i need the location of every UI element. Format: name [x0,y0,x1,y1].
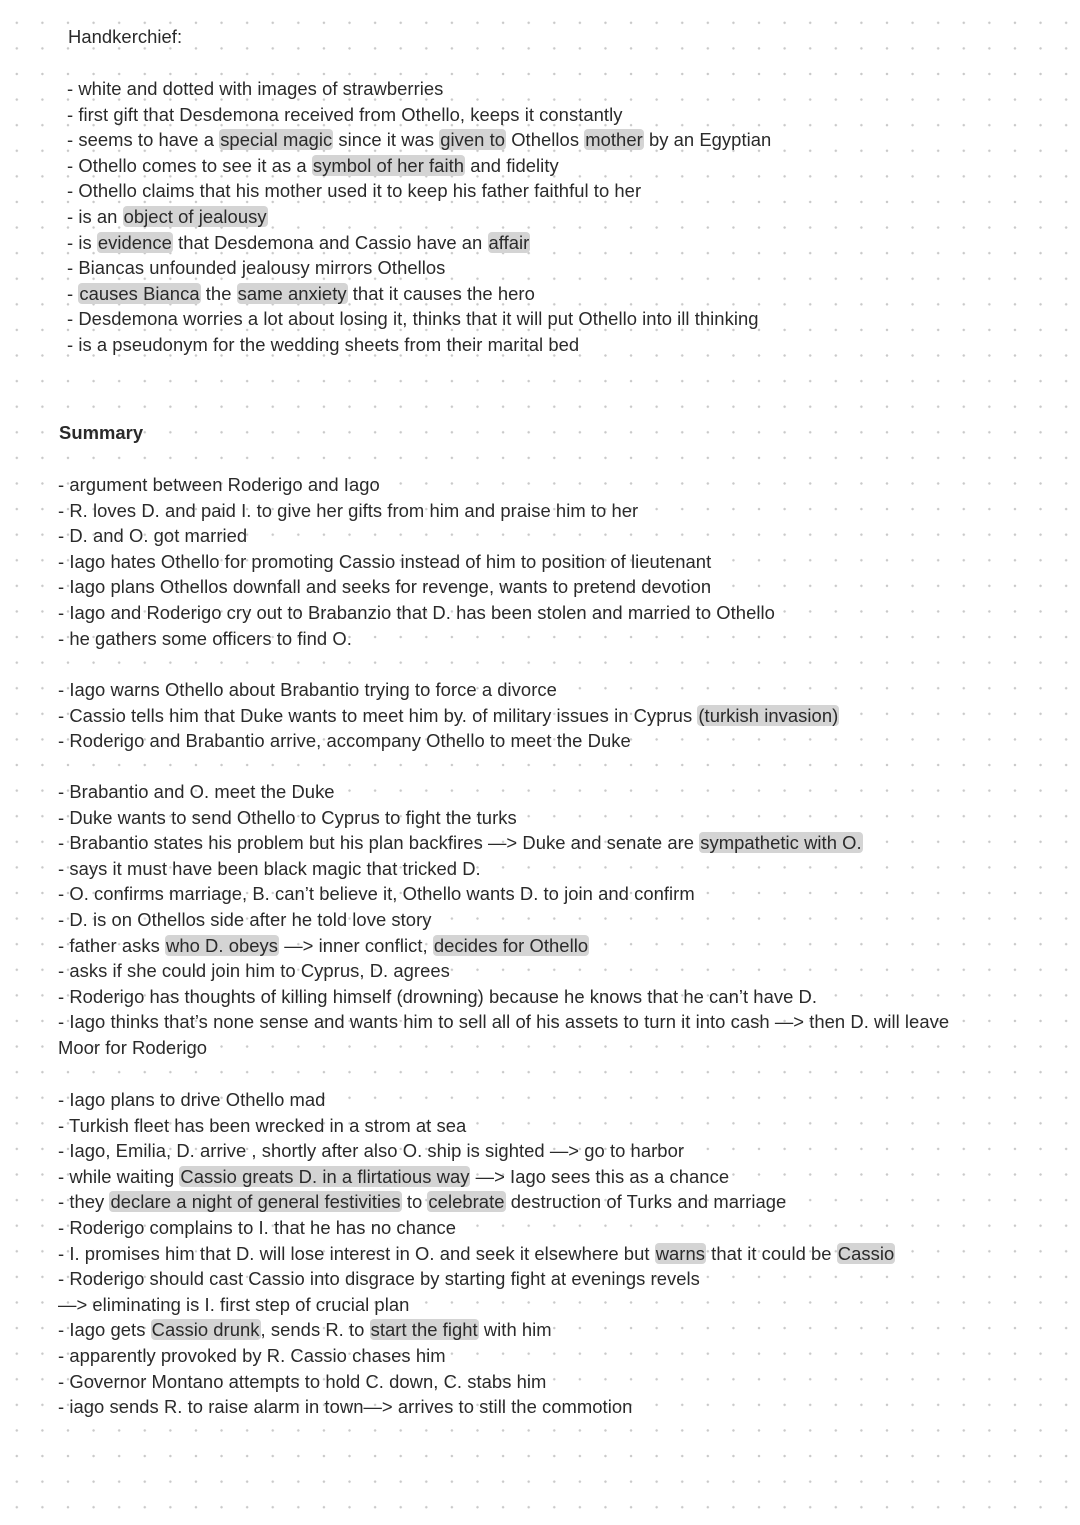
highlighted-text: symbol of her faith [312,154,465,176]
text-segment: the [200,282,237,304]
text-segment: - I. promises him that D. will lose interest in O. and seek it elsewhere but [58,1242,655,1264]
highlighted-text: start the fight [370,1319,478,1341]
text-segment: - is an [67,206,123,227]
text-segment: Othellos [506,129,585,151]
handkerchief-item [67,255,445,281]
handkerchief-item [67,76,443,102]
summary-item [58,907,432,933]
text-segment: - Roderigo should cast Cassio into disgrace by starting fight at evenings revels [58,1268,700,1290]
text-segment: - Iago and Roderigo cry out to Brabanzio that D. has been stolen and married to Othello [58,602,775,623]
highlighted-text: decides for Othello [433,934,589,956]
text-segment: - R. loves D. and paid I. to give her gifts from him and praise him to her [58,499,639,521]
summary-item [58,984,817,1010]
summary-item [58,1189,786,1215]
text-segment: and fidelity [465,154,559,176]
summary-item [58,1164,729,1190]
summary-item [58,881,695,907]
summary-item [58,1113,466,1139]
highlighted-text: causes Bianca [79,282,200,304]
text-segment: - white and dotted with images of strawberries [67,78,444,99]
handkerchief-item [67,332,579,358]
handkerchief-item [67,127,771,153]
text-segment: - Iago hates Othello for promoting Cassio instead of him to position of lieutenant [58,550,712,572]
text-segment: , sends R. to [260,1319,370,1341]
summary-item [58,523,247,549]
text-segment: - Iago warns Othello about Brabantio trying to force a divorce [58,679,557,700]
summary-item [58,703,839,729]
highlighted-text: warns [655,1242,705,1264]
highlighted-text: same anxiety [237,282,347,304]
text-segment: - says it must have been black magic that tricked D. [58,857,481,879]
highlighted-text: object of jealousy [123,206,267,227]
text-segment: - apparently provoked by R. Cassio chases him [58,1345,446,1366]
summary-item [58,1087,325,1113]
summary-title: Summary [59,422,144,443]
text-segment: with him [478,1319,552,1341]
handkerchief-item [67,306,759,332]
text-segment: - Iago plans to drive Othello mad [58,1089,326,1110]
text-segment: - they [58,1191,110,1213]
summary-item [58,958,450,984]
text-segment: that Desdemona and Cassio have an [172,231,488,253]
text-segment: - D. and O. got married [58,525,248,547]
summary-item [58,1317,552,1343]
handkerchief-item [67,178,641,204]
summary-item [58,472,380,498]
handkerchief-item [67,281,535,307]
summary-item [58,1009,949,1035]
text-segment: - [67,282,79,304]
text-segment: - Iago gets [58,1319,151,1341]
text-segment: - asks if she could join him to Cyprus, D. agrees [58,960,450,982]
text-segment: - Governor Montano attempts to hold C. down, C. stabs him [58,1370,547,1392]
text-segment: - iago sends R. to raise alarm in town—> arrives to still the commotion [58,1396,633,1418]
text-segment: - father asks [58,934,165,956]
text-segment: - Desdemona worries a lot about losing it, thinks that it will put Othello into ill thinking [67,308,759,330]
text-segment: - Roderigo has thoughts of killing himself (drowning) because he knows that he can’t have D. [58,985,818,1007]
text-segment: - D. is on Othellos side after he told love story [58,909,432,930]
text-segment: - is [67,231,97,253]
highlighted-text: Cassio drunk [151,1319,260,1341]
summary-item [58,779,335,805]
summary-item [58,1035,207,1061]
text-segment: - Roderigo and Brabantio arrive, accompany Othello to meet the Duke [58,730,631,752]
handkerchief-item [67,230,530,256]
text-segment: that it causes the hero [347,282,535,304]
text-segment: - Biancas unfounded jealousy mirrors Othellos [67,257,446,279]
text-segment: - first gift that Desdemona received from Othello, keeps it constantly [67,103,623,125]
text-segment: - Iago plans Othellos downfall and seeks for revenge, wants to pretend devotion [58,576,712,598]
highlighted-text: sympathetic with O. [700,832,862,854]
text-segment: - Duke wants to send Othello to Cyprus to fight the turks [58,806,517,828]
summary-item [58,677,557,703]
handkerchief-title: Handkerchief: [68,26,183,47]
text-segment: that it could be [706,1242,837,1264]
highlighted-text: mother [585,129,643,151]
text-segment: - Brabantio states his problem but his plan backfires —> Duke and senate are [58,832,700,854]
text-segment: - O. confirms marriage, B. can’t believe it, Othello wants D. to join and confirm [58,883,695,905]
text-segment: - Iago thinks that’s none sense and wants him to sell all of his assets to turn it into cash —> then D. will leave [58,1011,950,1033]
text-segment: - Brabantio and O. meet the Duke [58,781,335,802]
text-segment: —> inner conflict, [279,934,433,956]
highlighted-text: declare a night of general festivities [110,1191,401,1213]
summary-item [58,1215,456,1241]
text-segment: by an Egyptian [643,129,772,151]
summary-item [58,1369,546,1395]
highlighted-text: given to [440,129,506,151]
highlighted-text: (turkish invasion) [698,704,839,726]
text-segment: —> Iago sees this as a chance [470,1165,730,1187]
summary-item [58,1138,684,1164]
highlighted-text: celebrate [428,1191,505,1213]
summary-item [58,1343,446,1369]
summary-item [58,626,352,652]
summary-item [58,498,638,524]
handkerchief-item [67,153,559,179]
summary-item [58,574,711,600]
highlighted-text: affair [488,231,530,253]
highlighted-text: Cassio [837,1242,895,1264]
summary-item [58,856,481,882]
text-segment: - Cassio tells him that Duke wants to meet him by. of military issues in Cyprus [58,704,698,726]
text-segment: - while waiting [58,1165,180,1187]
summary-item [58,728,631,754]
summary-item [58,549,711,575]
text-segment: destruction of Turks and marriage [505,1191,787,1213]
summary-item [58,1292,409,1318]
summary-item [58,1266,700,1292]
summary-item [58,805,517,831]
text-segment: - Othello claims that his mother used it to keep his father faithful to her [67,180,642,202]
text-segment: - Roderigo complains to I. that he has no chance [58,1217,457,1238]
summary-item [58,933,589,959]
text-segment: - Iago, Emilia, D. arrive , shortly after also O. ship is sighted —> go to harbor [58,1140,685,1162]
highlighted-text: Cassio greats D. in a flirtatious way [180,1165,470,1187]
text-segment: - seems to have a [67,129,220,151]
text-segment: - argument between Roderigo and Iago [58,474,380,495]
handkerchief-item [67,204,268,230]
summary-item [58,830,863,856]
summary-item [58,1394,632,1420]
text-segment: —> eliminating is I. first step of crucial plan [58,1293,410,1315]
summary-item [58,1241,895,1267]
handkerchief-item [67,102,622,128]
text-segment: - Othello comes to see it as a [67,154,312,176]
highlighted-text: evidence [97,231,172,253]
text-segment: - Turkish fleet has been wrecked in a strom at sea [58,1114,467,1136]
text-segment: since it was [333,129,440,151]
highlighted-text: who D. obeys [166,934,279,956]
highlighted-text: special magic [220,129,333,151]
text-segment: - is a pseudonym for the wedding sheets from their marital bed [67,334,580,355]
text-segment: Moor for Roderigo [58,1037,208,1058]
summary-item [58,600,775,626]
text-segment: to [401,1191,428,1213]
text-segment: - he gathers some officers to find O. [58,627,352,649]
